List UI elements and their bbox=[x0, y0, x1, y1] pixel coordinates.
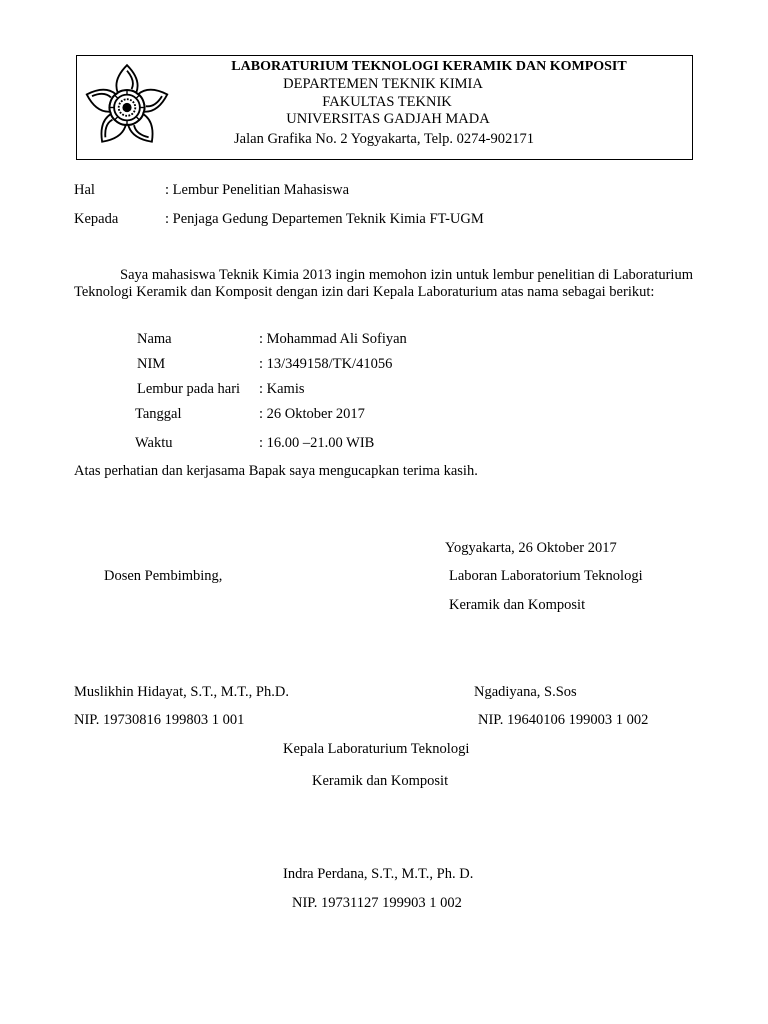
detail-label: Tanggal bbox=[135, 406, 182, 422]
subject-label: Hal bbox=[74, 182, 95, 198]
detail-label: Lembur pada hari bbox=[137, 381, 241, 397]
closing-text: Atas perhatian dan kerjasama Bapak saya mengucapkan terima kasih. bbox=[74, 463, 478, 479]
department-name: DEPARTEMEN TEKNIK KIMIA bbox=[283, 76, 483, 92]
center-signatory-nip: NIP. 19731127 199903 1 002 bbox=[292, 895, 462, 911]
university-name: UNIVERSITAS GADJAH MADA bbox=[286, 111, 490, 127]
university-emblem-icon bbox=[81, 59, 173, 156]
center-signatory-name: Indra Perdana, S.T., M.T., Ph. D. bbox=[283, 866, 474, 882]
detail-value: : Mohammad Ali Sofiyan bbox=[259, 331, 407, 347]
body-paragraph: Saya mahasiswa Teknik Kimia 2013 ingin memohon izin untuk lembur penelitian di Laboraturium Teknologi Keramik dan Komposit dengan izin dari Kepala Laboraturium atas nama sebagai berikut: bbox=[74, 267, 693, 300]
recipient-label: Kepada bbox=[74, 211, 119, 227]
detail-label: Nama bbox=[137, 331, 172, 347]
right-signatory-nip: NIP. 19640106 199003 1 002 bbox=[478, 712, 649, 728]
letterhead bbox=[76, 55, 693, 160]
center-signatory-role: Keramik dan Komposit bbox=[312, 773, 449, 789]
right-signatory-name: Ngadiyana, S.Sos bbox=[474, 684, 577, 700]
left-signatory-nip: NIP. 19730816 199803 1 001 bbox=[74, 712, 245, 728]
place-date: Yogyakarta, 26 Oktober 2017 bbox=[445, 540, 617, 556]
faculty-name: FAKULTAS TEKNIK bbox=[322, 94, 452, 110]
left-signatory-name: Muslikhin Hidayat, S.T., M.T., Ph.D. bbox=[74, 684, 289, 700]
address: Jalan Grafika No. 2 Yogyakarta, Telp. 0274-902171 bbox=[234, 131, 534, 147]
detail-label: Waktu bbox=[135, 435, 173, 451]
left-signatory-role: Dosen Pembimbing, bbox=[104, 568, 223, 584]
detail-label: NIM bbox=[137, 356, 166, 372]
right-signatory-role: Laboran Laboratorium Teknologi bbox=[449, 568, 643, 584]
detail-value: : 16.00 –21.00 WIB bbox=[259, 435, 375, 451]
subject-value: : Lembur Penelitian Mahasiswa bbox=[165, 182, 350, 198]
recipient-value: : Penjaga Gedung Departemen Teknik Kimia FT-UGM bbox=[165, 211, 484, 227]
detail-value: : Kamis bbox=[259, 381, 305, 397]
detail-value: : 13/349158/TK/41056 bbox=[259, 356, 393, 372]
lab-name: LABORATURIUM TEKNOLOGI KERAMIK DAN KOMPOSIT bbox=[231, 59, 627, 74]
detail-value: : 26 Oktober 2017 bbox=[259, 406, 365, 422]
center-signatory-role: Kepala Laboraturium Teknologi bbox=[283, 741, 470, 757]
right-signatory-role: Keramik dan Komposit bbox=[449, 597, 586, 613]
